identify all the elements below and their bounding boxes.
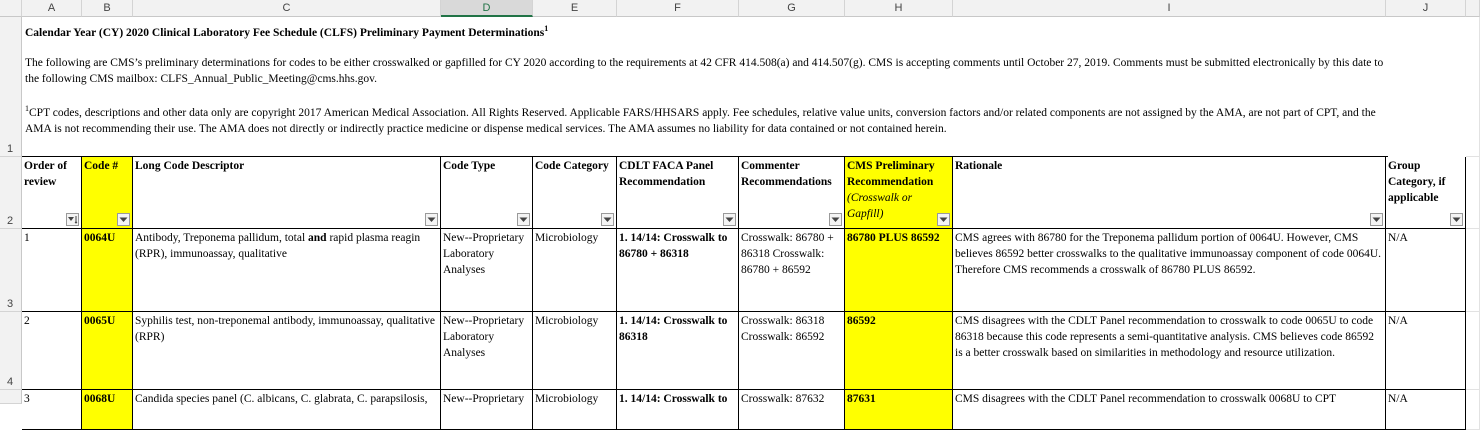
filter-button-commenter[interactable]	[829, 213, 842, 226]
column-header-extra[interactable]	[1466, 0, 1480, 17]
sort-filter-button-order[interactable]	[66, 213, 79, 226]
row3-category[interactable]: Microbiology	[533, 390, 617, 430]
filter-button-rationale[interactable]	[1370, 213, 1383, 226]
header-order[interactable]	[22, 157, 82, 229]
row3-cms[interactable]: 87631	[845, 390, 953, 430]
chevron-down-icon	[603, 217, 612, 223]
intro-paragraph-1: The following are CMS’s preliminary determinations for codes to be either crosswalked or gapfilled for CY 2020 according to the requirements at 42 CFR 414.508(a) and 414.507(g). CMS is accepting comments until October 27, 2019. Comments must be submitted electronically by this date to the following CMS mailbox: CLFS_Annual_Public_Meeting@cms.hhs.gov.	[25, 56, 1384, 85]
row2-cms[interactable]: 86592	[845, 312, 953, 390]
row-header-5[interactable]	[0, 390, 22, 404]
chevron-down-icon	[119, 217, 128, 223]
row2-commenter[interactable]: Crosswalk: 86318 Crosswalk: 86592	[739, 312, 845, 390]
row3-commenter[interactable]: Crosswalk: 87632	[739, 390, 845, 430]
filter-button-code-type[interactable]	[517, 213, 530, 226]
row2-code-type[interactable]: New--Proprietary Laboratory Analyses	[441, 312, 533, 390]
column-header-e[interactable]: E	[533, 0, 617, 17]
header-commenter-label: Commenter Recommendations	[741, 160, 832, 188]
cell-j1-right[interactable]	[1466, 17, 1480, 157]
row2-code[interactable]: 0065U	[82, 312, 133, 390]
row1-order[interactable]: 1	[22, 229, 82, 312]
row1-code-type[interactable]: New--Proprietary Laboratory Analyses	[441, 229, 533, 312]
row3-code-type[interactable]: New--Proprietary	[441, 390, 533, 430]
row3-group[interactable]: N/A	[1386, 390, 1466, 430]
intro-para2-text: CPT codes, descriptions and other data only are copyright 2017 American Medical Association. All Rights Reserved. Applicable FARS/HHSARS apply. Fee schedules, relative value units, conversion factors and/or related components are not assigned by the AMA, are not part of CPT, and the AMA is not recommending their use. The AMA does not directly or indirectly practice medicine or dispense medical services. The AMA assumes no liability for data contained or not contained herein.	[25, 106, 1376, 135]
header-code-label: Code #	[84, 160, 119, 172]
row1-code[interactable]: 0064U	[82, 229, 133, 312]
row1-descriptor[interactable]	[133, 229, 441, 312]
cell-extra-5[interactable]	[1466, 390, 1480, 430]
row-header-2[interactable]: 2	[0, 157, 22, 229]
header-cms-label: CMS Preliminary Recommendation	[847, 160, 935, 188]
header-rationale-label: Rationale	[955, 160, 1003, 172]
column-header-c[interactable]: C	[133, 0, 441, 17]
row1-category[interactable]: Microbiology	[533, 229, 617, 312]
row1-commenter[interactable]: Crosswalk: 86780 + 86318 Crosswalk: 86780 + 86592	[739, 229, 845, 312]
column-header-b[interactable]: B	[82, 0, 133, 17]
header-rationale[interactable]	[953, 157, 1386, 229]
intro-paragraph-2	[25, 101, 1385, 137]
filter-button-group[interactable]	[1450, 213, 1463, 226]
header-code-type-label: Code Type	[443, 160, 496, 172]
row1-rationale[interactable]: CMS agrees with 86780 for the Treponema pallidum portion of 0064U. However, CMS believes 86592 better crosswalks to the qualitative immunoassay component of code 0064U. Therefore CMS recommends a crosswalk of 86780 PLUS 86592.	[953, 229, 1386, 312]
row3-descriptor[interactable]: Candida species panel (C. albicans, C. glabrata, C. parapsilosis,	[133, 390, 441, 430]
intro-title-sup: 1	[544, 24, 549, 33]
header-descriptor[interactable]	[133, 157, 441, 229]
row1-descriptor-bold: and	[308, 232, 327, 244]
cell-extra-4[interactable]	[1466, 312, 1480, 390]
row1-cdlt[interactable]: 1. 14/14: Crosswalk to 86780 + 86318	[617, 229, 739, 312]
column-header-f[interactable]: F	[617, 0, 739, 17]
header-order-label: Order of review	[24, 160, 67, 188]
header-category[interactable]	[533, 157, 617, 229]
intro-title: Calendar Year (CY) 2020 Clinical Laboratory Fee Schedule (CLFS) Preliminary Payment Determinations	[25, 26, 545, 39]
chevron-down-icon	[939, 217, 948, 223]
row1-descriptor-post: rapid plasma reagin (RPR), immunoassay, qualitative	[135, 232, 421, 260]
row2-descriptor[interactable]: Syphilis test, non-treponemal antibody, immunoassay, qualitative (RPR)	[133, 312, 441, 390]
chevron-down-icon	[519, 217, 528, 223]
row3-rationale[interactable]: CMS disagrees with the CDLT Panel recommendation to crosswalk 0068U to CPT	[953, 390, 1386, 430]
row1-group[interactable]: N/A	[1386, 229, 1466, 312]
header-cdlt-label: CDLT FACA Panel Recommendation	[619, 160, 714, 188]
header-category-label: Code Category	[535, 160, 609, 172]
chevron-down-icon	[1452, 217, 1461, 223]
sort-ascending-icon	[67, 214, 78, 225]
header-commenter[interactable]	[739, 157, 845, 229]
intro-para2-sup: 1	[25, 103, 29, 113]
chevron-down-icon	[427, 217, 436, 223]
row1-descriptor-pre: Antibody, Treponema pallidum, total	[135, 232, 309, 244]
row3-order[interactable]: 3	[22, 390, 82, 430]
row2-order[interactable]: 2	[22, 312, 82, 390]
row2-cdlt[interactable]: 1. 14/14: Crosswalk to 86318	[617, 312, 739, 390]
chevron-down-icon	[725, 217, 734, 223]
column-header-i[interactable]: I	[953, 0, 1386, 17]
header-code[interactable]	[82, 157, 133, 229]
column-header-j[interactable]: J	[1386, 0, 1466, 17]
intro-cell[interactable]	[22, 17, 1388, 157]
row-header-4[interactable]: 4	[0, 312, 22, 390]
header-descriptor-label: Long Code Descriptor	[135, 160, 245, 172]
row3-code[interactable]: 0068U	[82, 390, 133, 430]
filter-button-cms[interactable]	[937, 213, 950, 226]
filter-button-cdlt[interactable]	[723, 213, 736, 226]
cell-extra-3[interactable]	[1466, 229, 1480, 312]
header-cdlt[interactable]	[617, 157, 739, 229]
row3-cdlt[interactable]: 1. 14/14: Crosswalk to	[617, 390, 739, 430]
column-header-g[interactable]: G	[739, 0, 845, 17]
row1-cms[interactable]: 86780 PLUS 86592	[845, 229, 953, 312]
header-group[interactable]	[1386, 157, 1466, 229]
filter-button-descriptor[interactable]	[425, 213, 438, 226]
row-header-3[interactable]: 3	[0, 229, 22, 312]
row2-group[interactable]: N/A	[1386, 312, 1466, 390]
filter-button-code[interactable]	[117, 213, 130, 226]
header-code-type[interactable]	[441, 157, 533, 229]
chevron-down-icon	[1372, 217, 1381, 223]
filter-button-category[interactable]	[601, 213, 614, 226]
column-header-a[interactable]: A	[22, 0, 82, 17]
column-header-h[interactable]: H	[845, 0, 953, 17]
header-cms[interactable]	[845, 157, 953, 229]
intro-title-line	[25, 21, 1385, 41]
select-all-corner[interactable]	[0, 0, 22, 17]
chevron-down-icon	[831, 217, 840, 223]
cell-extra-2[interactable]	[1466, 157, 1480, 229]
row2-rationale[interactable]: CMS disagrees with the CDLT Panel recommendation to crosswalk to code 0065U to code 86318 because this code represents a semi-quantitative analysis. CMS believes code 86592 is a better crosswalk based on similarities in methodology and resource utilization.	[953, 312, 1386, 390]
header-group-label: Group Category, if applicable	[1388, 160, 1446, 204]
header-cms-sublabel: (Crosswalk or Gapfill)	[847, 192, 913, 220]
row-header-1[interactable]: 1	[0, 17, 22, 157]
column-header-d[interactable]: D	[441, 0, 533, 17]
row2-category[interactable]: Microbiology	[533, 312, 617, 390]
